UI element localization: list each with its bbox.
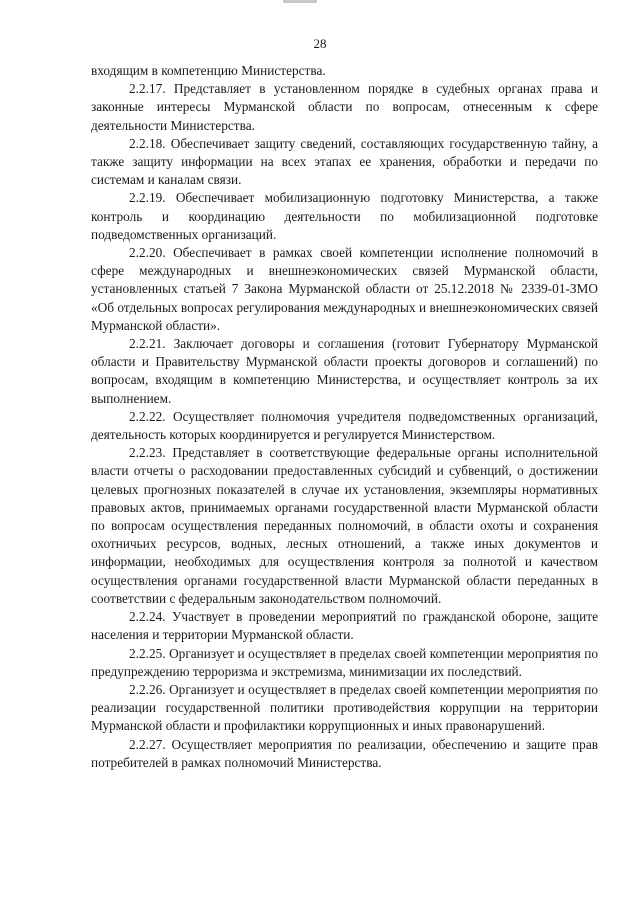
paragraph-2-2-18: 2.2.18. Обеспечивает защиту сведений, составляющих государственную тайну, а также защиту информации на всех этапах ее хранения, обработки и передачи по системам и каналам связи. [91, 135, 598, 188]
paragraph-continuation: входящим в компетенцию Министерства. [91, 63, 326, 78]
paragraph-2-2-21: 2.2.21. Заключает договоры и соглашения (готовит Губернатору Мурманской области и Правительству Мурманской области проекты договоров и соглашений) по вопросам, входящим в компетенцию Министерства, и осуществляет контроль за их выполнением. [91, 336, 598, 406]
document-body [91, 62, 598, 772]
paragraph-2-2-20: 2.2.20. Обеспечивает в рамках своей компетенции исполнение полномочий в сфере международных и внешнеэкономических связей Мурманской области, установленных статьей 7 Закона Мурманской области от 25.12.2018 № 2339-01-ЗМО «Об отдельных вопросах регулирования международных и внешнеэкономических связей Мурманской области». [91, 245, 598, 333]
paragraph-2-2-27: 2.2.27. Осуществляет мероприятия по реализации, обеспечению и защите прав потребителей в рамках полномочий Министерства. [91, 736, 598, 770]
paragraph-2-2-24: 2.2.24. Участвует в проведении мероприятий по гражданской обороне, защите населения и территории Мурманской области. [91, 609, 598, 643]
paragraph-2-2-25: 2.2.25. Организует и осуществляет в пределах своей компетенции мероприятия по предупреждению терроризма и экстремизма, минимизации их последствий. [91, 645, 598, 679]
paragraph-2-2-26: 2.2.26. Организует и осуществляет в пределах своей компетенции мероприятия по реализации государственной политики противодействия коррупции на территории Мурманской области и профилактики коррупционных и иных правонарушений. [91, 681, 598, 734]
paragraph-2-2-23: 2.2.23. Представляет в соответствующие федеральные органы исполнительной власти отчеты о расходовании предоставленных субсидий и субвенций, о достижении целевых прогнозных показателей в случае их установления, экземпляры нормативных правовых актов, принимаемых органами государственной власти Мурманской области по вопросам осуществления переданных полномочий, в области охоты и сохранения охотничьих ресурсов, водных, лесных отношений, а также иных документов и информации, необходимых для осуществления контроля за полнотой и качеством осуществления органами государственной власти Мурманской области переданных в соответствии с федеральным законодательством полномочий. [91, 445, 598, 606]
top-edge-scan-mark [283, 0, 317, 3]
paragraph-2-2-22: 2.2.22. Осуществляет полномочия учредителя подведомственных организаций, деятельность которых координируется и регулируется Министерством. [91, 408, 598, 443]
page-number: 28 [313, 36, 327, 51]
paragraph-2-2-17: 2.2.17. Представляет в установленном порядке в судебных органах права и законные интересы Мурманской области по вопросам, отнесенным к сфере деятельности Министерства. [91, 81, 598, 133]
paragraph-2-2-19: 2.2.19. Обеспечивает мобилизационную подготовку Министерства, а также контроль и координацию деятельности по мобилизационной подготовке подведомственных организаций. [91, 190, 598, 242]
